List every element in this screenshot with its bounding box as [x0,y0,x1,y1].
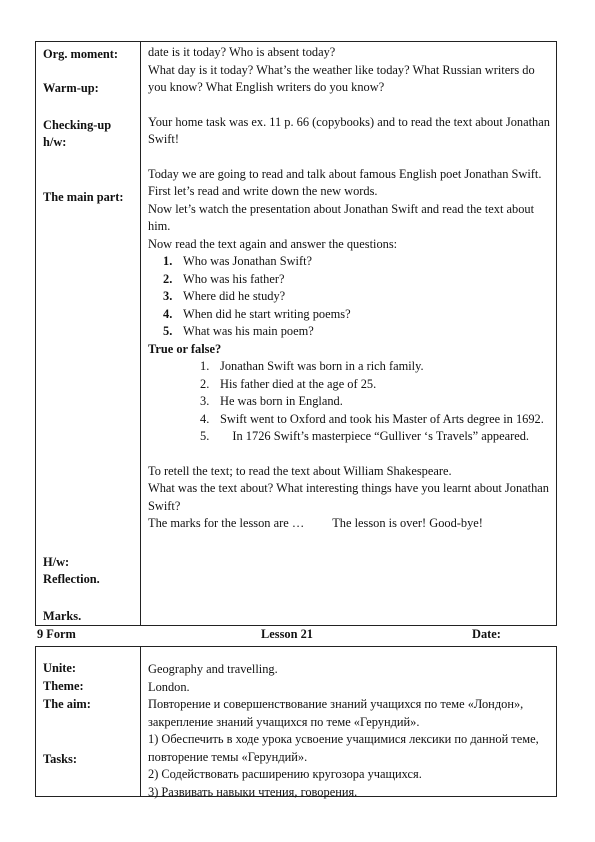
question-item: 4. When did he start writing poems? [163,306,351,321]
lesson-info-content [148,661,556,801]
question-item: 5. What was his main poem? [163,324,314,338]
label-main-part: The main part: [43,190,124,204]
label-marks: Marks. [43,609,82,623]
lesson-info-table [35,646,557,797]
warm-up-text: What day is it today? What’s the weather like today? What Russian writers do you know? What English writers do you know? [148,62,535,94]
question-item: 1. Who was Jonathan Swift? [163,254,313,268]
column-divider [140,42,141,625]
label-unite: Unite: [43,661,77,675]
label-checking-up-hw: h/w: [43,135,67,149]
label-org-moment: Org. moment: [43,47,119,61]
label-aim: The aim: [43,697,91,711]
statement-item: 4. Swift went to Oxford and took his Master of Arts degree in 1692. [200,411,544,426]
task-item: 3) Развивать навыки чтения, говорения. [148,784,358,799]
task-item: 1) Обеспечить в ходе урока усвоение учащимися лексики по данной теме, повторение темы «Герундий». [148,732,539,764]
questions-list [148,253,556,341]
label-theme: Theme: [43,679,84,693]
date-label: Date: [472,627,501,641]
label-checking-up: Checking-up [43,118,112,132]
marks-text: The marks for the lesson are … [148,516,305,530]
question-item: 2. Who was his father? [163,271,285,286]
label-warm-up: Warm-up: [43,81,99,95]
true-false-list [148,358,556,446]
main-intro-text: Today we are going to read and talk about famous English poet Jonathan Swift. [148,166,542,181]
goodbye-text: The lesson is over! Good-bye! [332,516,483,530]
label-reflection: Reflection. [43,572,100,586]
lesson-content [148,44,556,533]
question-item: 3. Where did he study? [163,289,286,303]
form-label: 9 Form [37,627,76,641]
marks-line [148,515,556,533]
reflection-text: What was the text about? What interesting things have you learnt about Jonathan Swift? [148,481,549,513]
label-hw: H/w: [43,555,70,569]
statement-item: 5. In 1726 Swift’s masterpiece “Gulliver ‘s Travels” appeared. [200,429,529,443]
column-divider [140,647,141,796]
presentation-text: Now let’s watch the presentation about Jonathan Swift and read the text about him. [148,201,535,233]
read-again-text: Now read the text again and answer the questions: [148,236,398,251]
true-false-title: True or false? [148,341,222,356]
new-words-text: First let’s read and write down the new words. [148,184,378,198]
checking-up-text: Your home task was ex. 11 p. 66 (copybooks) and to read the text about Jonathan Swift! [148,114,550,146]
aim-text: Повторение и совершенствование знаний учащихся по теме «Лондон», закрепление знаний учащихся по теме «Герундий». [148,697,524,729]
statement-item: 3. He was born in England. [200,394,343,408]
lesson-number: Lesson 21 [261,627,313,641]
statement-item: 2. His father died at the age of 25. [200,376,377,391]
org-moment-text: date is it today? Who is absent today? [148,45,336,59]
unite-text: Geography and travelling. [148,662,278,676]
label-tasks: Tasks: [43,752,77,766]
theme-text: London. [148,679,190,694]
homework-text: To retell the text; to read the text about William Shakespeare. [148,463,452,478]
task-item: 2) Содействовать расширению кругозора учащихся. [148,767,422,781]
statement-item: 1. Jonathan Swift was born in a rich family. [200,359,424,373]
lesson-plan-table [35,41,557,626]
lesson-header-row [35,626,557,644]
